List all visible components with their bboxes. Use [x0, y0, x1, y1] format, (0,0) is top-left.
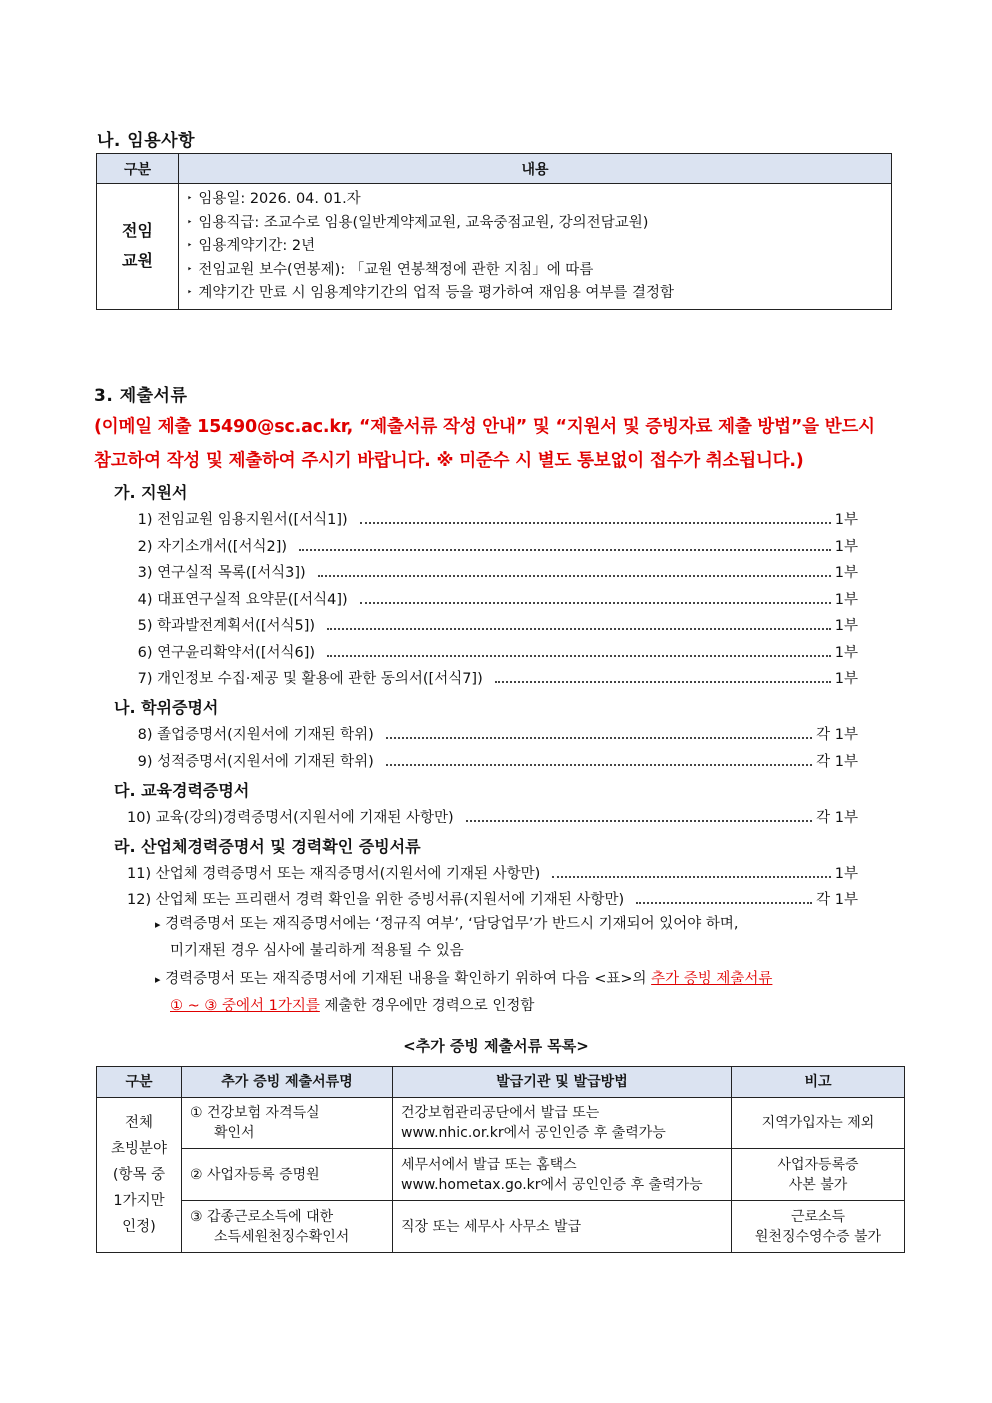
- list-item: 6) 연구윤리확약서([서식6]) 1부: [133, 645, 858, 661]
- list-item: 7) 개인정보 수집·제공 및 활용에 관한 동의서([서식7]) 1부: [133, 671, 858, 687]
- leader-dots: [360, 522, 831, 524]
- leader-dots: [495, 681, 831, 683]
- issuer-cell: 직장 또는 세무사 사무소 발급: [393, 1201, 732, 1253]
- issuer-cell: 세무서에서 발급 또는 홈택스 www.hometax.go.kr에서 공인인증 후 출력가능: [393, 1149, 732, 1201]
- remark-cell: 지역가입자는 제외: [732, 1098, 905, 1149]
- category-cell: 전체 초빙분야 (항목 중 1가지만 인정): [97, 1098, 182, 1253]
- table-header: 구분: [97, 1067, 182, 1098]
- list-item: 4) 대표연구실적 요약문([서식4]) 1부: [133, 592, 858, 608]
- document-name-cell: ② 사업자등록 증명원: [182, 1149, 393, 1201]
- red-notice-line: (이메일 제출 15490@sc.ac.kr, “제출서류 작성 안내” 및 “지원서 및 증빙자료 제출 방법”을 반드시: [94, 417, 875, 437]
- table-header: 비고: [732, 1067, 905, 1098]
- leader-dots: [636, 902, 812, 904]
- section-title-appointment: 나. 임용사항: [97, 131, 195, 151]
- subsection-application: 가. 지원서: [114, 483, 188, 502]
- category-cell: [97, 184, 179, 310]
- leader-dots: [327, 655, 831, 657]
- bullet-icon: ‣: [187, 264, 193, 275]
- list-item: 8) 졸업증명서(지원서에 기재된 학위) 각 1부: [133, 727, 858, 743]
- content-cell: [179, 184, 892, 310]
- document-name-cell: ③ 갑종근로소득에 대한 소득세원천징수확인서: [182, 1201, 393, 1253]
- additional-documents-table: [96, 1066, 905, 1253]
- subsection-industry: 라. 산업체경력증명서 및 경력확인 증빙서류: [114, 837, 421, 856]
- subsection-degree: 나. 학위증명서: [114, 698, 219, 717]
- list-item: ‣ 임용일: 2026. 04. 01.자: [187, 191, 361, 207]
- table-title: <추가 증빙 제출서류 목록>: [403, 1037, 589, 1055]
- leader-dots: [466, 820, 812, 822]
- note-paragraph: ▸ 경력증명서 또는 재직증명서에는 ‘정규직 여부’, ‘담당업무’가 반드시 기재되어 있어야 하며, 미기재된 경우 심사에 불리하게 적용될 수 있음: [155, 916, 739, 959]
- leader-dots: [552, 876, 831, 878]
- list-item: ‣ 전임교원 보수(연봉제): 「교원 연봉책정에 관한 지침」에 따름: [187, 261, 594, 278]
- arrow-icon: ▸: [155, 973, 161, 986]
- category-line: 전임: [122, 221, 153, 241]
- remark-cell: 근로소득 원천징수영수증 불가: [732, 1201, 905, 1253]
- list-item: 3) 연구실적 목록([서식3]) 1부: [133, 565, 858, 581]
- subsection-teaching: 다. 교육경력증명서: [114, 781, 250, 800]
- document-name-cell: ① 건강보험 자격득실 확인서: [182, 1098, 393, 1149]
- bullet-icon: ‣: [187, 217, 193, 228]
- leader-dots: [299, 549, 831, 551]
- bullet-icon: ‣: [187, 194, 193, 204]
- table-row: [97, 1098, 905, 1149]
- leader-dots: [327, 628, 831, 630]
- list-item: 9) 성적증명서(지원서에 기재된 학위) 각 1부: [133, 754, 858, 770]
- table-row: [97, 1149, 905, 1201]
- arrow-icon: ▸: [155, 918, 161, 931]
- leader-dots: [386, 737, 812, 739]
- appointment-table: [96, 153, 892, 310]
- leader-dots: [318, 575, 831, 577]
- bullet-icon: ‣: [187, 241, 193, 251]
- list-item: 2) 자기소개서([서식2]) 1부: [133, 539, 858, 555]
- category-line: 교원: [122, 251, 153, 271]
- table-header-content: 내용: [179, 154, 892, 184]
- list-item: 5) 학과발전계획서([서식5]) 1부: [133, 618, 858, 634]
- table-header: 추가 증빙 제출서류명: [182, 1067, 393, 1098]
- table-header: 발급기관 및 발급방법: [393, 1067, 732, 1098]
- list-item: ‣ 임용직급: 조교수로 임용(일반계약제교원, 교육중점교원, 강의전담교원): [187, 214, 649, 231]
- remark-cell: 사업자등록증 사본 불가: [732, 1149, 905, 1201]
- red-notice-line: 참고하여 작성 및 제출하여 주시기 바랍니다. ※ 미준수 시 별도 통보없이 접수가 취소됩니다.): [94, 451, 804, 471]
- list-item: 11) 산업체 경력증명서 또는 재직증명서(지원서에 기재된 사항만) 1부: [127, 866, 858, 882]
- section-title-documents: 3. 제출서류: [94, 386, 188, 406]
- note-paragraph: ▸ 경력증명서 또는 재직증명서에 기재된 내용을 확인하기 위하여 다음 <표>의 추가 증빙 제출서류 ① ~ ③ 중에서 1가지를 제출한 경우에만 경력으로 인정함: [155, 971, 773, 1014]
- list-item: ‣ 계약기간 만료 시 임용계약기간의 업적 등을 평가하여 재임용 여부를 결정함: [187, 285, 675, 301]
- leader-dots: [386, 764, 812, 766]
- bullet-icon: ‣: [187, 288, 193, 298]
- list-item: 1) 전임교원 임용지원서([서식1]) 1부: [133, 512, 858, 528]
- table-header-category: 구분: [97, 154, 179, 184]
- list-item: 12) 산업체 또는 프리랜서 경력 확인을 위한 증빙서류(지원서에 기재된 사항만) 각 1부: [127, 892, 858, 908]
- leader-dots: [360, 602, 831, 604]
- list-item: 10) 교육(강의)경력증명서(지원서에 기재된 사항만) 각 1부: [127, 810, 858, 826]
- table-row: [97, 1201, 905, 1253]
- list-item: ‣ 임용계약기간: 2년: [187, 238, 316, 254]
- issuer-cell: 건강보험관리공단에서 발급 또는 www.nhic.or.kr에서 공인인증 후 출력가능: [393, 1098, 732, 1149]
